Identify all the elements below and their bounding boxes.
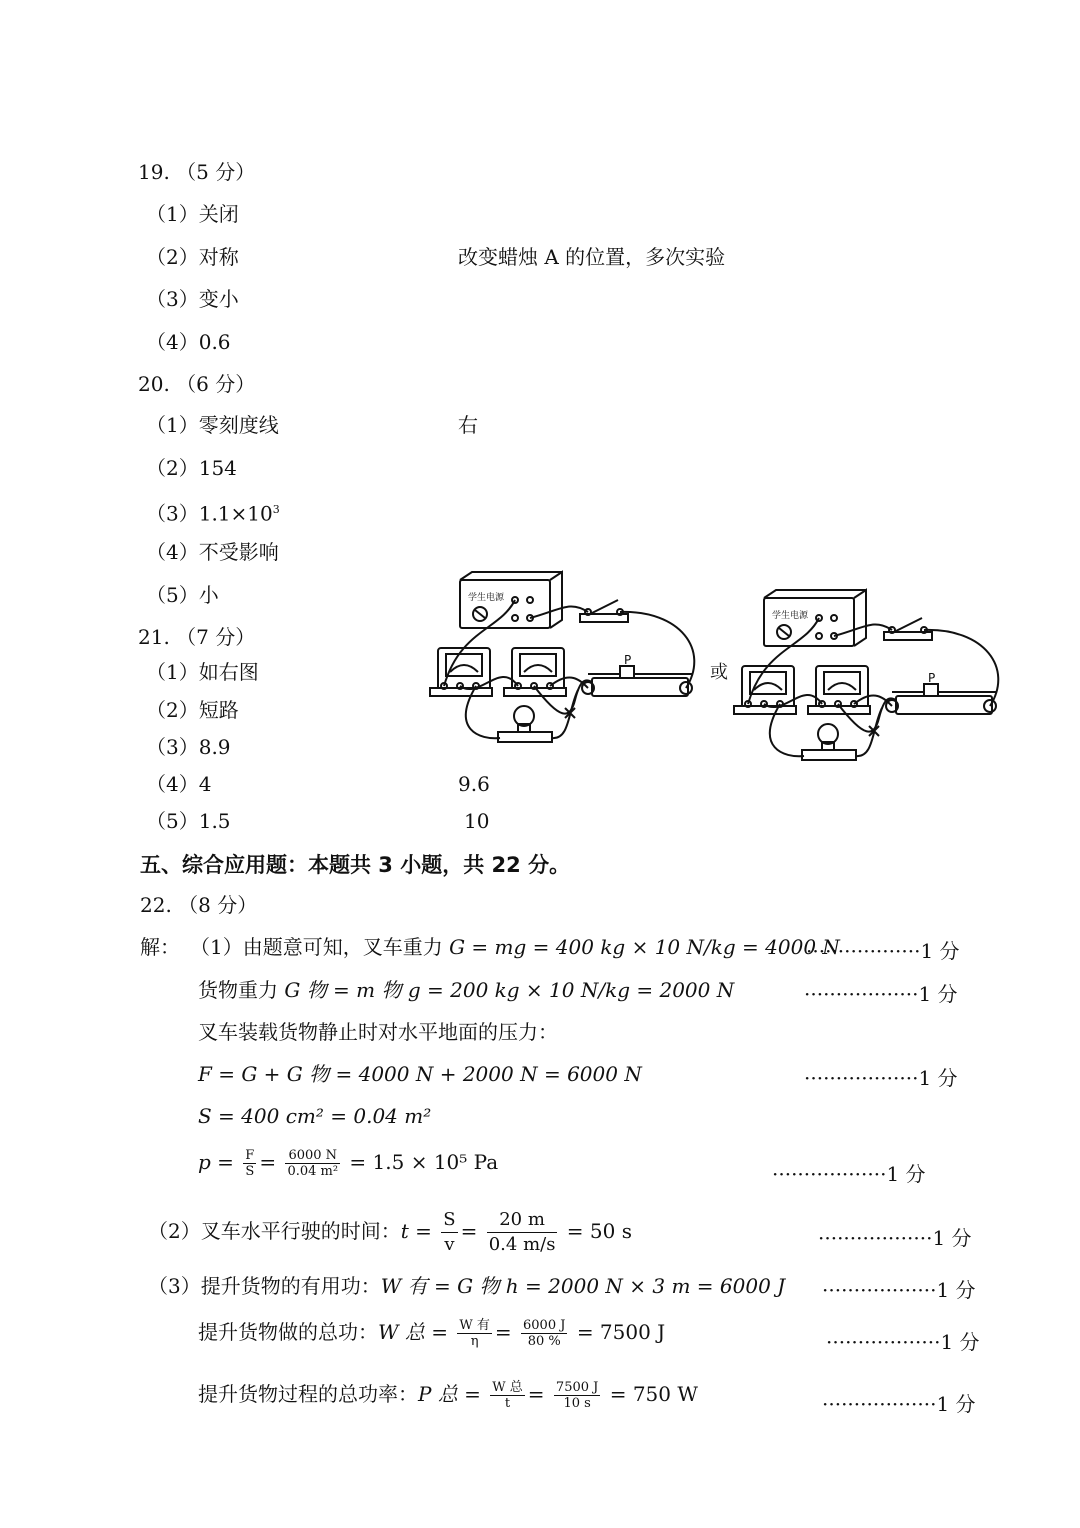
q21-answer-3: （3）8.9	[146, 735, 231, 759]
q21-answer-1: （1）如右图	[146, 660, 259, 684]
score-dots: ··················1 分	[818, 1226, 972, 1250]
q21-answer-4: （4）4	[146, 772, 212, 796]
q21-answer-5b: 10	[464, 809, 490, 833]
q22-step-1: （1）由题意可知，叉车重力 G = mg = 400 kg × 10 N/kg = 4000 N	[190, 935, 840, 959]
q19-answer-2: （2）对称	[146, 245, 239, 269]
q20-answer-3: $(3)1.1\times 10^3$	[146, 501, 280, 526]
svg-text:P: P	[928, 671, 936, 685]
q19-heading: 19. （5 分）	[138, 160, 256, 184]
circuit-diagram-right	[734, 590, 998, 760]
q21-answer-4b: 9.6	[458, 772, 490, 796]
q21-heading: 21. （7 分）	[138, 625, 256, 649]
svg-text:学生电源: 学生电源	[468, 593, 505, 603]
q22-step-8: （3）提升货物的有用功：W 有 = G 物 h = 2000 N × 3 m = 6000 J	[148, 1274, 786, 1298]
score-dots: ··················1 分	[806, 939, 960, 963]
score-dots: ··················1 分	[822, 1278, 976, 1302]
q19-answer-4: （4）0.6	[146, 330, 231, 354]
svg-text:P: P	[624, 653, 632, 667]
circuit-figure	[420, 570, 1000, 770]
q21-answer-5: （5）1.5	[146, 809, 231, 833]
q21-answer-2: （2）短路	[146, 698, 239, 722]
q22-step-4: F = G + G 物 = 4000 N + 2000 N = 6000 N	[198, 1062, 642, 1086]
or-label: 或	[710, 662, 728, 683]
q22-step-7: （2）叉车水平行驶的时间：t = $\frac{S}{v}$ = $\frac{20 m}{0.4 m/s}$ = 50 s	[148, 1209, 632, 1255]
q19-answer-1: （1）关闭	[146, 202, 239, 226]
q22-step-9: 提升货物做的总功：W 总 = $\frac{\text{W 有}}{\eta}$ = $\frac{6000 J}{80 \%}$ = 7500 J	[198, 1318, 666, 1349]
svg-text:学生电源: 学生电源	[772, 611, 809, 621]
q20-answer-4: （4）不受影响	[146, 540, 279, 564]
q22-step-6: p = $\frac{F}{S}$ = $\frac{6000 N}{\text{0.04 m²}}$ = 1.5 × 10⁵ Pa	[198, 1148, 499, 1179]
section-5-title: 五、综合应用题：本题共 3 小题，共 22 分。	[140, 853, 571, 877]
score-dots: ··················1 分	[772, 1162, 926, 1186]
q22-step-5: S = 400 cm² = 0.04 m²	[198, 1104, 432, 1128]
score-dots: ··················1 分	[826, 1330, 980, 1354]
score-dots: ··················1 分	[822, 1392, 976, 1416]
q22-step-2: 货物重力 G 物 = m 物 g = 200 kg × 10 N/kg = 2000 N	[198, 978, 735, 1002]
q22-step-10: 提升货物过程的总功率：P 总 = $\frac{\text{W 总}}{t}$ = $\frac{7500 J}{10 s}$ = 750 W	[198, 1380, 698, 1411]
q22-solve-label: 解：	[140, 935, 180, 959]
q19-answer-2b: 改变蜡烛 A 的位置，多次实验	[458, 245, 726, 269]
q22-heading: 22. （8 分）	[140, 893, 258, 917]
q20-answer-1b: 右	[458, 413, 478, 437]
q20-answer-2: （2）154	[146, 456, 237, 480]
score-dots: ··················1 分	[804, 1066, 958, 1090]
q20-answer-1: （1）零刻度线	[146, 413, 279, 437]
circuit-diagram-left	[430, 572, 694, 742]
q20-heading: 20. （6 分）	[138, 372, 256, 396]
score-dots: ··················1 分	[804, 982, 958, 1006]
q22-step-3: 叉车装载货物静止时对水平地面的压力：	[198, 1020, 558, 1044]
q20-answer-5: （5）小	[146, 583, 219, 607]
q19-answer-3: （3）变小	[146, 287, 239, 311]
